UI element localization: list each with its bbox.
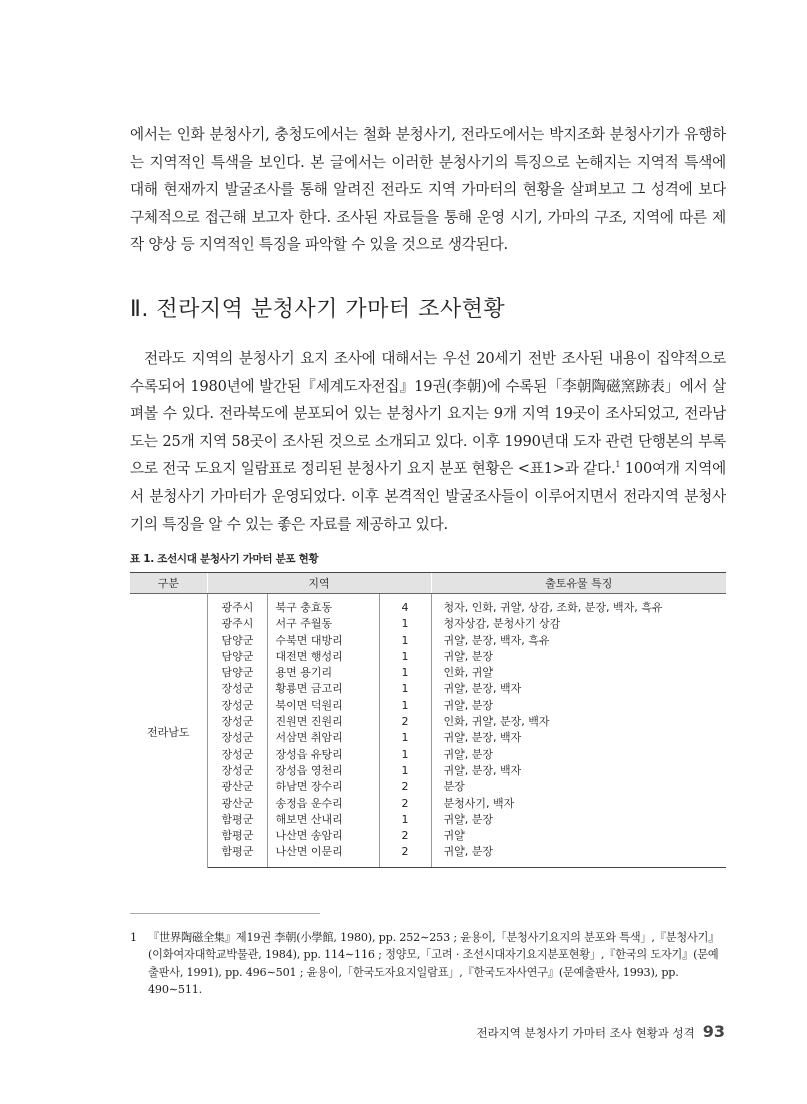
artifacts-cell: 귀얄	[431, 828, 726, 844]
table-row	[130, 844, 726, 867]
city-cell: 장성군	[221, 763, 254, 777]
table-row	[130, 633, 726, 649]
count-cell: 2	[379, 796, 431, 812]
count-cell: 1	[379, 698, 431, 714]
artifacts-cell: 귀얄, 분장, 백자	[431, 681, 726, 697]
count-cell: 2	[379, 844, 431, 867]
place-cell: 대전면 행성리	[267, 649, 379, 665]
city-cell: 장성군	[221, 715, 254, 729]
artifacts-cell: 귀얄, 분장	[431, 844, 726, 867]
count-cell: 2	[379, 714, 431, 730]
table-row	[130, 594, 726, 617]
artifacts-cell: 청자상감, 분청사기 상감	[431, 616, 726, 632]
count-cell: 1	[379, 633, 431, 649]
table-row	[130, 665, 726, 681]
table-header-row	[130, 573, 726, 594]
table-row	[130, 747, 726, 763]
count-cell: 1	[379, 649, 431, 665]
footnote-reference[interactable]: 1	[615, 460, 621, 470]
place-cell: 서구 주월동	[267, 616, 379, 632]
survey-paragraph-text-cont: 100여개 지역에서 분청사기 가마터가 운영되었다. 이후 본격적인 발굴조사들이 이루어지면서 전라지역 분청사기의 특징을 알 수 있는 좋은 자료를 제공하고 있다.	[130, 460, 726, 533]
artifacts-cell: 청자, 인화, 귀얄, 상감, 조화, 분장, 백자, 흑유	[431, 594, 726, 617]
place-cell: 용면 용기리	[267, 665, 379, 681]
table-row	[130, 730, 726, 746]
count-cell: 1	[379, 763, 431, 779]
footnote	[130, 929, 726, 999]
section-title: Ⅱ. 전라지역 분청사기 가마터 조사현황	[130, 297, 506, 322]
footnote-text: 『世界陶磁全集』제19권 李朝(小學館, 1980), pp. 252∼253 ; 윤용이,「분청사기요지의 분포와 특색」,『분청사기』(이화여자대학교박물관, 1984), pp. 114∼116 ; 정양모,「고려 · 조선시대자기요지분포현황」,『한국의 도자기』(문예출판사, 1991), pp. 496∼501 ; 윤용이,「한국도자요지일람표」,『한국도자사연구』(문예출판사, 1993), pp. 490∼511.	[148, 931, 720, 997]
province-cell: 전라남도	[130, 594, 207, 868]
count-cell: 1	[379, 730, 431, 746]
table-row	[130, 698, 726, 714]
table-row	[130, 616, 726, 632]
count-cell: 4	[379, 594, 431, 617]
artifacts-cell: 귀얄, 분장	[431, 812, 726, 828]
artifacts-cell: 분장	[431, 779, 726, 795]
table-row	[130, 714, 726, 730]
table-row	[130, 763, 726, 779]
table-row	[130, 681, 726, 697]
kiln-distribution-table	[130, 572, 726, 868]
running-title: 전라지역 분청사기 가마터 조사 현황과 성격	[476, 1026, 695, 1040]
city-cell: 광산군	[221, 796, 254, 810]
artifacts-cell: 귀얄, 분장	[431, 649, 726, 665]
intro-paragraph: 에서는 인화 분청사기, 충청도에서는 철화 분청사기, 전라도에서는 박지조화 분청사기가 유행하는 지역적인 특색을 보인다. 본 글에서는 이러한 분청사기의 특징으로 논해지는 지역적 특색에 대해 현재까지 발굴조사를 통해 알려진 전라도 지역 가마터의 현황을 살펴보고 그 성격에 보다 구체적으로 접근해 보고자 한다. 조사된 자료들을 통해 운영 시기, 가마의 구조, 지역에 따른 제작 양상 등 지역적인 특징을 파악할 수 있을 것으로 생각된다.	[130, 126, 726, 254]
count-cell: 2	[379, 779, 431, 795]
place-cell: 장성읍 유탕리	[267, 747, 379, 763]
header-region: 지역	[207, 573, 431, 594]
city-cell: 장성군	[221, 682, 254, 696]
footnote-divider	[130, 913, 320, 914]
table-body	[130, 594, 726, 868]
artifacts-cell: 분청사기, 백자	[431, 796, 726, 812]
city-cell: 장성군	[221, 698, 254, 712]
survey-paragraph-text: 전라도 지역의 분청사기 요지 조사에 대해서는 우선 20세기 전반 조사된 내용이 집약적으로 수록되어 1980년에 발간된『세계도자전집』19권(李朝)에 수록된「李朝陶磁窯跡表」에서 살펴볼 수 있다. 전라북도에 분포되어 있는 분청사기 요지는 9개 지역 19곳이 조사되었고, 전라남도는 25개 지역 58곳이 조사된 것으로 소개되고 있다. 이후 1990년대 도자 관련 단행본의 부록으로 전국 도요지 일람표로 정리된 분청사기 요지 분포 현황은 <표1>과 같다.	[130, 350, 726, 478]
table-row	[130, 812, 726, 828]
count-cell: 1	[379, 616, 431, 632]
place-cell: 하남면 장수리	[267, 779, 379, 795]
count-cell: 2	[379, 828, 431, 844]
header-category: 구분	[130, 573, 207, 594]
header-artifacts: 출토유물 특징	[431, 573, 726, 594]
place-cell: 장성읍 영천리	[267, 763, 379, 779]
city-cell: 광주시	[221, 601, 254, 614]
city-cell: 함평군	[221, 829, 254, 843]
place-cell: 진원면 진원리	[267, 714, 379, 730]
table-row	[130, 796, 726, 812]
place-cell: 해보면 산내리	[267, 812, 379, 828]
artifacts-cell: 귀얄, 분장	[431, 747, 726, 763]
city-cell: 담양군	[221, 649, 254, 663]
count-cell: 1	[379, 681, 431, 697]
city-cell: 광산군	[221, 780, 254, 794]
place-cell: 황룡면 금고리	[267, 681, 379, 697]
place-cell: 수북면 대방리	[267, 633, 379, 649]
city-cell: 담양군	[221, 666, 254, 680]
count-cell: 1	[379, 812, 431, 828]
count-cell: 1	[379, 747, 431, 763]
survey-paragraph	[130, 345, 726, 538]
table-row	[130, 779, 726, 795]
place-cell: 나산면 송암리	[267, 828, 379, 844]
city-cell: 담양군	[221, 633, 254, 647]
artifacts-cell: 귀얄, 분장, 백자	[431, 730, 726, 746]
artifacts-cell: 귀얄, 분장, 백자	[431, 763, 726, 779]
city-cell: 광주시	[221, 617, 254, 631]
footnote-number: 1	[130, 931, 137, 944]
place-cell: 북이면 덕원리	[267, 698, 379, 714]
page-footer	[476, 1022, 725, 1041]
place-cell: 나산면 이문리	[267, 844, 379, 867]
artifacts-cell: 귀얄, 분장	[431, 698, 726, 714]
city-cell: 장성군	[221, 731, 254, 745]
page-number: 93	[702, 1022, 725, 1041]
artifacts-cell: 인화, 귀얄	[431, 665, 726, 681]
table-row	[130, 649, 726, 665]
city-cell: 장성군	[221, 747, 254, 761]
place-cell: 송정읍 운수리	[267, 796, 379, 812]
place-cell: 서삼면 취암리	[267, 730, 379, 746]
table-row	[130, 828, 726, 844]
city-cell: 함평군	[207, 844, 267, 867]
place-cell: 북구 충효동	[267, 594, 379, 617]
table-caption: 표 1. 조선시대 분청사기 가마터 분포 현황	[130, 553, 319, 565]
count-cell: 1	[379, 665, 431, 681]
artifacts-cell: 귀얄, 분장, 백자, 흑유	[431, 633, 726, 649]
artifacts-cell: 인화, 귀얄, 분장, 백자	[431, 714, 726, 730]
city-cell: 함평군	[221, 812, 254, 826]
